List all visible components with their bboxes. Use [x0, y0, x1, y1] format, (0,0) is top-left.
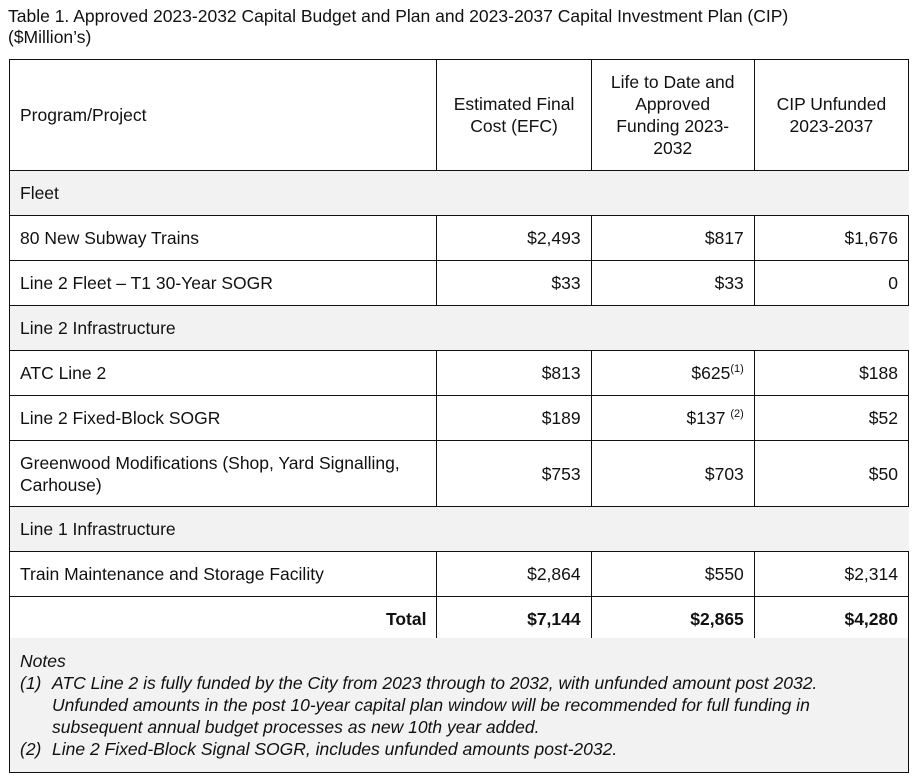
notes-heading: Notes [20, 651, 66, 671]
project-name: Line 2 Fixed-Block SOGR [10, 396, 437, 441]
ltd-amount: $703 [704, 463, 744, 484]
cip-value: $188 [754, 351, 908, 396]
caption-line-1: Table 1. Approved 2023-2032 Capital Budget and Plan and 2023-2037 Capital Investment Plan (CIP) [8, 6, 789, 26]
table-row [10, 552, 909, 597]
efc-value: $813 [437, 351, 591, 396]
capital-budget-table [9, 59, 909, 642]
total-row [10, 597, 909, 642]
table-row [10, 261, 909, 306]
table-caption [8, 6, 908, 48]
notes-box [9, 638, 909, 773]
note-item [20, 672, 898, 738]
efc-value: $2,493 [437, 216, 591, 261]
header-row [10, 60, 909, 171]
cip-value: 0 [754, 261, 908, 306]
efc-value: $753 [437, 441, 591, 507]
efc-value: $189 [437, 396, 591, 441]
total-ltd: $2,865 [591, 597, 754, 642]
footnote-ref: (1) [730, 363, 744, 375]
footnote-ref: (2) [730, 408, 744, 420]
section-row-line1 [10, 507, 909, 552]
project-name: ATC Line 2 [10, 351, 437, 396]
cip-value: $52 [754, 396, 908, 441]
ltd-amount: $625 [691, 363, 731, 383]
section-row-fleet [10, 171, 909, 216]
ltd-value [591, 396, 754, 441]
table-row [10, 396, 909, 441]
ltd-value [591, 441, 754, 507]
ltd-amount: $550 [704, 564, 744, 584]
note-number: (1) [20, 673, 42, 693]
table-row [10, 441, 909, 507]
section-label: Line 1 Infrastructure [10, 507, 909, 552]
cip-value: $2,314 [754, 552, 908, 597]
efc-value: $2,864 [437, 552, 591, 597]
note-text: Line 2 Fixed-Block Signal SOGR, includes unfunded amounts post-2032. [52, 739, 618, 759]
table-row [10, 216, 909, 261]
header-program: Program/Project [10, 60, 437, 171]
section-row-line2 [10, 306, 909, 351]
project-name: Line 2 Fleet – T1 30-Year SOGR [10, 261, 437, 306]
total-label: Total [10, 597, 437, 642]
efc-value: $33 [437, 261, 591, 306]
ltd-amount: $33 [714, 273, 744, 293]
ltd-value [591, 351, 754, 396]
ltd-value [591, 261, 754, 306]
project-name: Greenwood Modifications (Shop, Yard Signalling, Carhouse) [10, 441, 437, 507]
section-label: Fleet [10, 171, 909, 216]
header-ltd: Life to Date and Approved Funding 2023-2032 [591, 60, 754, 171]
project-name: Train Maintenance and Storage Facility [10, 552, 437, 597]
header-cip: CIP Unfunded 2023-2037 [754, 60, 908, 171]
ltd-value [591, 552, 754, 597]
total-cip: $4,280 [754, 597, 908, 642]
ltd-amount: $817 [704, 228, 744, 248]
total-efc: $7,144 [437, 597, 591, 642]
cip-value: $50 [754, 441, 908, 507]
ltd-amount: $137 [686, 408, 731, 428]
cip-value: $1,676 [754, 216, 908, 261]
caption-line-2: ($Million’s) [8, 27, 92, 47]
note-number: (2) [20, 739, 42, 759]
note-text: ATC Line 2 is fully funded by the City from 2023 through to 2032, with unfunded amount post 2032. Unfunded amounts in the post 10-year capital plan window will be recommended for full funding in subsequent annual budget processes as new 10th year added. [52, 673, 818, 737]
table-row [10, 351, 909, 396]
ltd-value [591, 216, 754, 261]
project-name: 80 New Subway Trains [10, 216, 437, 261]
header-efc: Estimated Final Cost (EFC) [437, 60, 591, 171]
section-label: Line 2 Infrastructure [10, 306, 909, 351]
note-item [20, 738, 898, 760]
